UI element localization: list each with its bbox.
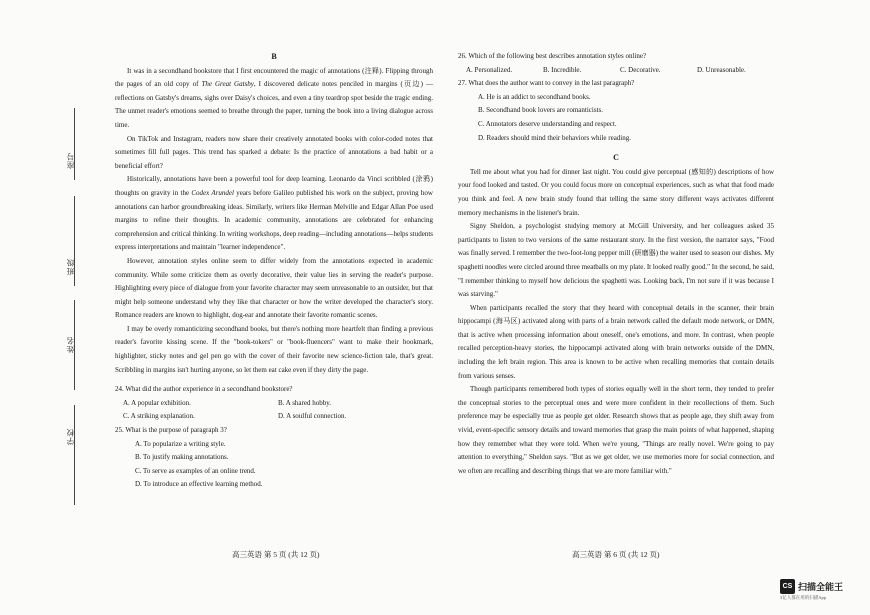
option: A. He is an addict to secondhand books. (478, 92, 591, 101)
right-page-footer: 高三英语 第 6 页 (共 12 页) (572, 550, 660, 559)
option: C. To serve as examples of an online trend. (135, 466, 256, 475)
passage-c-paragraph-1: Tell me about what you had for dinner last night. You could give perceptual (感知的) descriptions of how your food looked and tasted. Or you could focus more on conceptual experiences, such as what that food made you think and feel. A new brain study found that telling the same story different ways activates different memory mechanisms in the listener's brain. (458, 167, 774, 217)
question-26: 26. Which of the following best describes annotation styles online? (458, 52, 647, 60)
right-column (458, 50, 774, 478)
passage-b-paragraph-1: It was in a secondhand bookstore that I first encountered the magic of annotations (注释). Flipping through the pages of an old copy of The Great Gatsby, I discovered delicate notes penciled in margins (页边) —reflections on Gatsby's dreams, sighs over Daisy's choices, and even a tiny teardrop spot beside the tragic ending. The unmet reader's emotions seemed to breathe through the paper, turning the book into a living dialogue across time. (115, 66, 434, 129)
option: B. A shared hobby. (278, 398, 332, 407)
option: A. To popularize a writing style. (135, 439, 226, 448)
option: D. Readers should mind their behaviors while reading. (478, 133, 631, 142)
option: B. To justify making annotations. (135, 453, 229, 462)
school-label: 学校 (66, 428, 75, 445)
seat-label: 座号 (66, 152, 75, 169)
question-27: 27. What does the author want to convey in the last paragraph? (458, 79, 635, 88)
option: D. To introduce an effective learning method. (135, 480, 263, 489)
question-25: 25. What is the purpose of paragraph 3? (115, 426, 227, 435)
passage-b-paragraph-5: I may be overly romanticizing secondhand books, but there's nothing more heartfelt than finding a previous reader's favorite kissing scene. If the "book-tokers" or "book-fluencers" want to make their bookmark, highlighter, sticky notes and gel pen go with the cover of their favorite new science-fiction tale, that's great. Scribbling in margins isn't hurting anyone, so let them eat cake even if they dirty the page. (115, 324, 433, 374)
left-page-footer: 高三英语 第 5 页 (共 12 页) (232, 550, 320, 559)
margin-line-school (74, 405, 75, 505)
camscanner-logo-icon: CS (780, 579, 795, 594)
question-24-options (115, 397, 433, 424)
option: B. Incredible. (543, 65, 582, 74)
brand-tagline: 3亿人都在用的扫描App (780, 595, 826, 600)
passage-b-paragraph-2: On TikTok and Instagram, readers now share their creatively annotated books with color-coded notes that sometimes fill full pages. This trend has sparked a debate: Is the practice of annotations a bad habit or a beneficial effort? (115, 134, 433, 170)
question-24: 24. What did the author experience in a secondhand bookstore? (115, 385, 293, 394)
option: D. Unreasonable. (697, 65, 746, 74)
option: A. Personalized. (466, 65, 513, 74)
passage-c-paragraph-4: Though participants remembered both types of stories equally well in the short term, they tended to prefer the conceptual stories to the perceptual ones and were more confident in their recollections of them. Such preference may be especially true as people get older. Research shows that as people age, they shift away from vivid, event-specific sensory details and toward memories that grasp the main points of what happened, shaping how they remember what they were told. When we're young, "Things are really novel. We're going to pay attention to everything," Sheldon says. "But as we get older, we use memories more for social connection, and we often are recalling and describing things that we are more familiar with." (458, 385, 774, 475)
left-column (115, 50, 433, 492)
class-label: 班级 (66, 258, 75, 275)
passage-b-paragraph-4: However, annotation styles online seem to differ widely from the annotations expected in academic community. While some criticize them as overly decorative, their value lies in serving the reader's purpose. Highlighting every piece of dialogue from your favorite character may seem unreasonable to an outsider, but that might help someone understand why they like that character or how the writer developed the character's story. Romance readers are known to highlight, dog-ear and annotate their favorite romantic scenes. (115, 256, 433, 320)
option: D. A soulful connection. (278, 412, 347, 421)
option: B. Secondhand book lovers are romanticists. (478, 106, 604, 115)
passage-b-paragraph-3: Historically, annotations have been a powerful tool for deep learning. Leonardo da Vinci scribbled (涂鸦) thoughts on gravity in the Codex Arundel years before Galileo published his work on the subject, proving how annotations can harbor groundbreaking ideas. Similarly, writers like Herman Melville and Edgar Allan Poe used margins to refine their thoughts. In academic community, annotations are celebrated for enhancing comprehension and critical thinking. In writing workshops, deep reading—including annotations—helps students express interpretations and maintain "learner independence". (115, 175, 433, 252)
brand-name: 扫描全能王 (798, 582, 844, 592)
passage-c-heading: C (613, 153, 619, 163)
passage-c-paragraph-3: When participants recalled the story that they heard with conceptual details in the scanner, their brain hippocampi (海马区) activated along with parts of a brain network called the default mode network, or DMN, that is active when processing information about oneself, one's emotions, and more. In contrast, when people recalled perception-heavy stories, the hippocampi activated along with brain networks outside of the DMN, including the left brain region. This area is known to be active when recalling memories that contain details from various senses. (458, 303, 774, 380)
scanner-brand (780, 579, 844, 600)
option: C. Annotators deserve understanding and respect. (478, 119, 617, 128)
passage-b-heading: B (271, 52, 277, 61)
option: C. Decorative. (620, 65, 661, 74)
name-label: 姓名 (66, 336, 75, 353)
passage-c-paragraph-2: Signy Sheldon, a psychologist studying memory at McGill University, and her colleagues asked 35 participants to listen to two versions of the same restaurant story. In the first version, the narrator says, "Food was finally served. I remember the two-foot-long pepper mill (研磨器) the waiter used to season our dishes. My spaghetti noodles were circled around three meatballs on my plate. It looked really good." In the second, he said, "I remember thinking to myself how delicious the spaghetti was. Looking back, I'm not sure if it was because I was starving." (458, 222, 774, 299)
option: A. A popular exhibition. (123, 398, 191, 407)
brand-text (798, 580, 843, 593)
option: C. A striking explanation. (123, 412, 195, 421)
margin-line-seat (74, 108, 75, 180)
question-26-options (458, 64, 774, 78)
